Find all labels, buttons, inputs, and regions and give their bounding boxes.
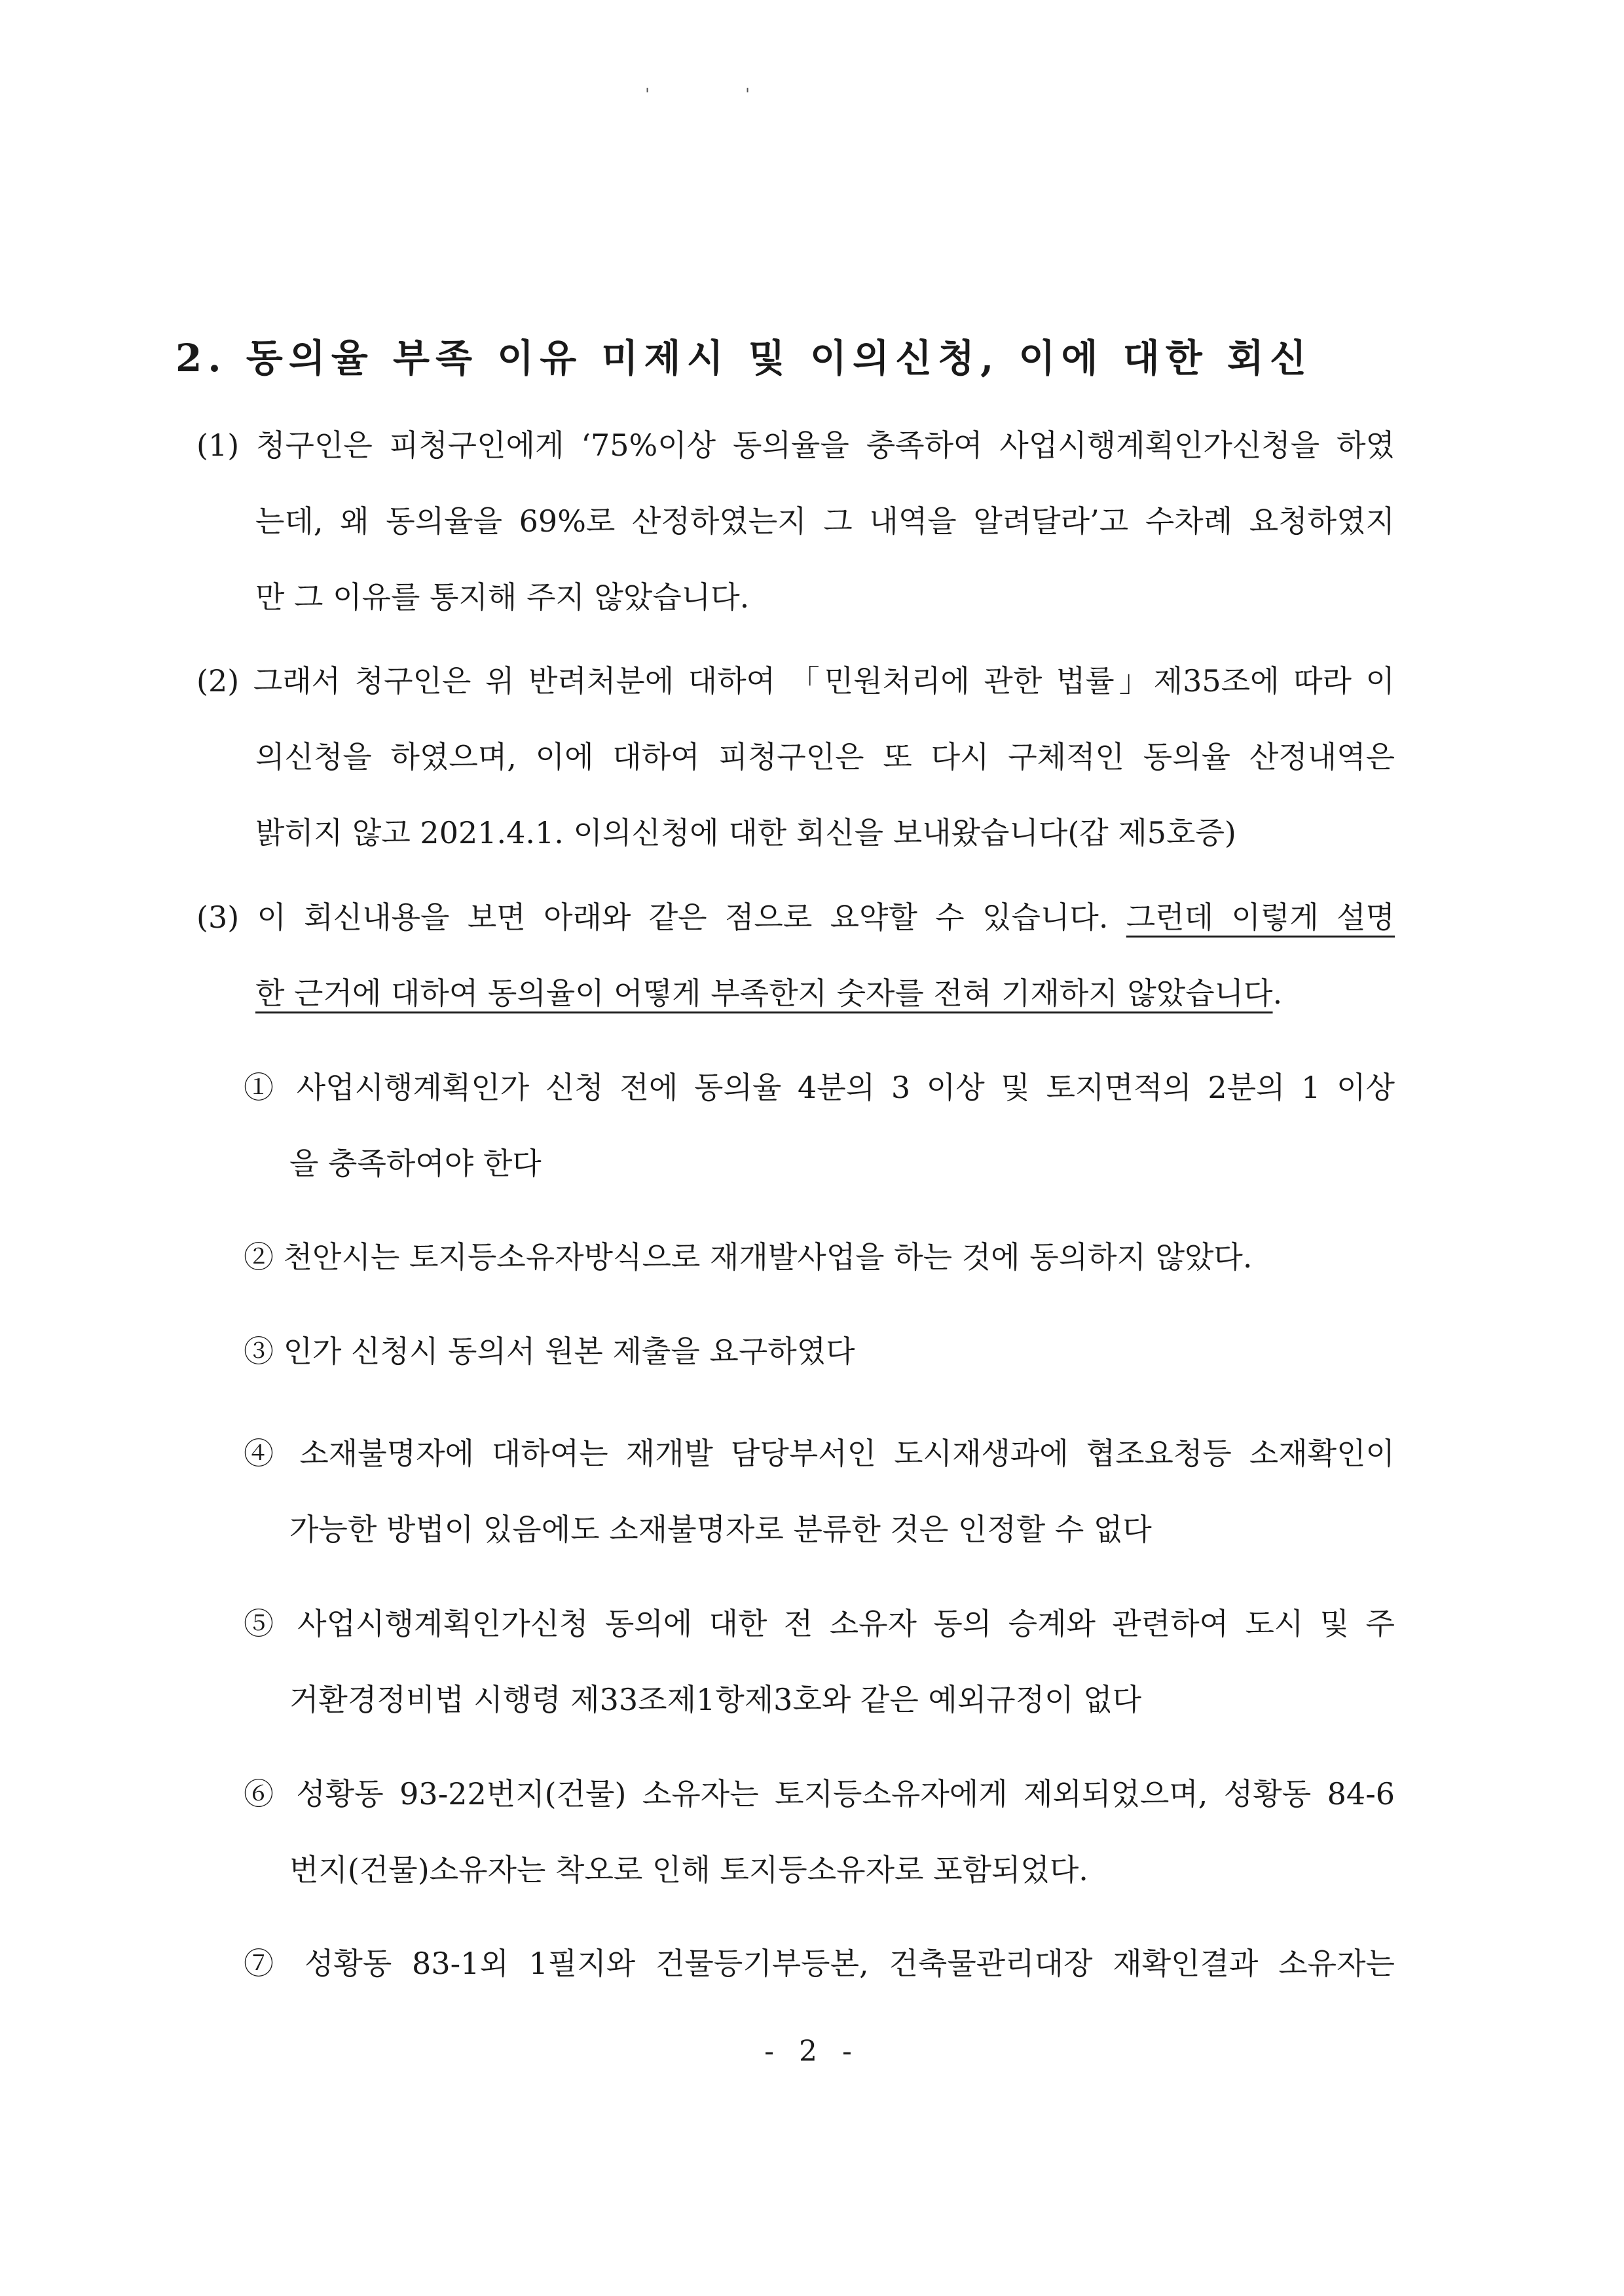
list-item bbox=[244, 1586, 1395, 1738]
paragraph-line: 의신청을 하였으며, 이에 대하여 피청구인은 또 다시 구체적인 동의율 산정내역은 bbox=[255, 739, 1395, 774]
list-item-line: ⑤ 사업시행계획인가신청 동의에 대한 전 소유자 동의 승계와 관련하여 도시 및 주 bbox=[244, 1606, 1395, 1641]
list-item bbox=[244, 1925, 1395, 2001]
paragraph-2 bbox=[196, 643, 1395, 871]
scan-speck: ' bbox=[745, 85, 750, 105]
paragraph-3 bbox=[196, 879, 1395, 1031]
paragraph-text: . bbox=[1272, 975, 1283, 1011]
paragraph-1 bbox=[196, 407, 1395, 635]
list-item-line: 을 충족하여야 한다 bbox=[289, 1146, 542, 1181]
list-item-line: 번지(건물)소유자는 착오로 인해 토지등소유자로 포함되었다. bbox=[289, 1852, 1088, 1887]
paragraph-text: (3) 이 회신내용을 보면 아래와 같은 점으로 요약할 수 있습니다. bbox=[196, 900, 1126, 935]
paragraph-line: (1) 청구인은 피청구인에게 ‘75%이상 동의율을 충족하여 사업시행계획인가신청을 하였 bbox=[196, 428, 1395, 463]
paragraph-line bbox=[196, 879, 1395, 955]
list-item-line: ⑦ 성황동 83-1외 1필지와 건물등기부등본, 건축물관리대장 재확인결과 소유자는 bbox=[244, 1946, 1395, 1981]
paragraph-line: 만 그 이유를 통지해 주지 않았습니다. bbox=[255, 579, 750, 615]
list-item bbox=[244, 1756, 1395, 1908]
page-number: - 2 - bbox=[764, 2035, 860, 2068]
list-item-line: ① 사업시행계획인가 신청 전에 동의율 4분의 3 이상 및 토지면적의 2분의 1 이상 bbox=[244, 1070, 1395, 1105]
list-item-line: ③ 인가 신청시 동의서 원본 제출을 요구하였다 bbox=[244, 1334, 855, 1369]
list-item bbox=[244, 1049, 1395, 1201]
underlined-text: 한 근거에 대하여 동의율이 어떻게 부족한지 숫자를 전혀 기재하지 않았습니다 bbox=[255, 975, 1273, 1011]
list-item bbox=[244, 1219, 1395, 1295]
list-item-line: ⑥ 성황동 93-22번지(건물) 소유자는 토지등소유자에게 제외되었으며, 성황동 84-6 bbox=[244, 1776, 1395, 1812]
section-heading: 2. 동의율 부족 이유 미제시 및 이의신청, 이에 대한 회신 bbox=[175, 336, 1313, 380]
list-item-line: 거환경정비법 시행령 제33조제1항제3호와 같은 예외규정이 없다 bbox=[289, 1682, 1142, 1717]
paragraph-line: 밝히지 않고 2021.4.1. 이의신청에 대한 회신을 보내왔습니다(갑 제5호증) bbox=[255, 815, 1236, 850]
list-item-line: 가능한 방법이 있음에도 소재불명자로 분류한 것은 인정할 수 없다 bbox=[289, 1512, 1152, 1547]
paragraph-line: (2) 그래서 청구인은 위 반려처분에 대하여 「민원처리에 관한 법률」제35조에 따라 이 bbox=[196, 663, 1395, 699]
list-item bbox=[244, 1313, 1395, 1389]
scan-speck: ' bbox=[645, 85, 650, 105]
list-item bbox=[244, 1415, 1395, 1567]
list-item-line: ② 천안시는 토지등소유자방식으로 재개발사업을 하는 것에 동의하지 않았다. bbox=[244, 1239, 1253, 1275]
list-item-line: ④ 소재불명자에 대하여는 재개발 담당부서인 도시재생과에 협조요청등 소재확인이 bbox=[244, 1436, 1395, 1471]
underlined-text: 그런데 이렇게 설명 bbox=[1126, 900, 1395, 935]
paragraph-line bbox=[196, 955, 1395, 1031]
paragraph-line: 는데, 왜 동의율을 69%로 산정하였는지 그 내역을 알려달라’고 수차례 요청하였지 bbox=[255, 503, 1395, 539]
